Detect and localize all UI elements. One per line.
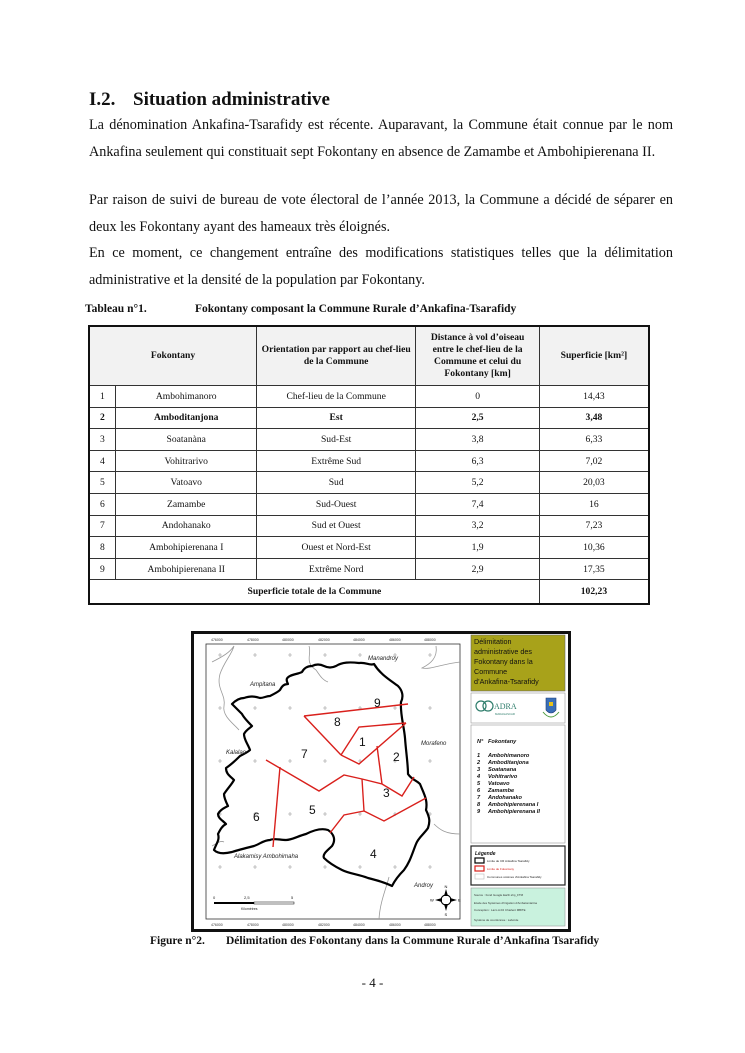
svg-text:2: 2 — [477, 760, 481, 766]
cell-orientation: Sud — [257, 472, 416, 494]
cell-n: 2 — [89, 407, 116, 429]
svg-text:Kilomètres: Kilomètres — [241, 907, 258, 911]
svg-text:482000: 482000 — [318, 638, 330, 642]
svg-text:Ambohimanoro: Ambohimanoro — [488, 753, 530, 759]
cell-n: 7 — [89, 515, 116, 537]
table-row — [89, 472, 649, 494]
svg-text:3: 3 — [383, 786, 390, 800]
figure-caption-text: Délimitation des Fokontany dans la Commune Rurale d’Ankafina Tsarafidy — [226, 935, 600, 947]
paragraph-1: La dénomination Ankafina-Tsarafidy est récente. Auparavant, la Commune était connue par le nom Ankafina seulement qui constituait sept Fokontany en absence de Zamambe et Ambohipierenana II. — [89, 117, 673, 160]
svg-text:administrative des: administrative des — [474, 647, 532, 656]
svg-text:Délimitation: Délimitation — [474, 637, 512, 646]
table-row — [89, 386, 649, 408]
svg-text:Morafeno: Morafeno — [421, 741, 447, 747]
svg-text:5: 5 — [309, 803, 316, 817]
cell-n: 6 — [89, 493, 116, 515]
svg-text:Limite de CR Ankafina Tsarafid: Limite de CR Ankafina Tsarafidy — [487, 859, 530, 863]
fokontany-list-box — [471, 725, 565, 843]
svg-text:Communes voisines d'Ankafina T: Communes voisines d'Ankafina Tsarafidy — [487, 875, 542, 879]
svg-text:9: 9 — [374, 696, 381, 710]
svg-text:3: 3 — [477, 767, 481, 773]
svg-text:482000: 482000 — [318, 923, 330, 927]
svg-text:Androy: Androy — [414, 883, 434, 889]
section-title: Situation administrative — [133, 89, 330, 110]
cell-superficie: 7,02 — [539, 450, 649, 472]
cell-superficie: 16 — [539, 493, 649, 515]
svg-text:5: 5 — [291, 895, 294, 900]
svg-text:476000: 476000 — [211, 923, 223, 927]
cell-superficie: 17,35 — [539, 558, 649, 580]
svg-text:E: E — [458, 897, 461, 903]
svg-text:8: 8 — [477, 802, 481, 808]
svg-text:7: 7 — [477, 795, 481, 801]
header-orientation: Orientation par rapport au chef-lieu de la Commune — [257, 326, 416, 386]
svg-text:4: 4 — [477, 774, 481, 780]
svg-text:d’Ankafina-Tsarafidy: d’Ankafina-Tsarafidy — [474, 677, 539, 686]
paragraph-2: Par raison de suivi de bureau de vote électoral de l’année 2013, la Commune a décidé de séparer en deux les Fokontany ayant des hameaux très éloignés. — [89, 192, 673, 235]
svg-text:5: 5 — [477, 781, 481, 787]
svg-text:Source : Fond Google Earth.shp: Source : Fond Google Earth.shp_FTM — [474, 893, 524, 897]
cell-distance: 1,9 — [416, 537, 540, 559]
cell-n: 5 — [89, 472, 116, 494]
table-caption-text: Fokontany composant la Commune Rurale d’Ankafina-Tsarafidy — [195, 303, 517, 315]
svg-text:Ampitana: Ampitana — [250, 682, 276, 688]
page-number: - 4 - — [361, 975, 384, 990]
svg-text:6: 6 — [477, 788, 481, 794]
cell-superficie: 7,23 — [539, 515, 649, 537]
table-row — [89, 558, 649, 580]
cell-name: Zamambe — [116, 493, 257, 515]
cell-superficie: 3,48 — [539, 407, 649, 429]
cell-n: 9 — [89, 558, 116, 580]
svg-text:484000: 484000 — [353, 923, 365, 927]
svg-text:478000: 478000 — [247, 923, 259, 927]
svg-text:N°: N° — [477, 739, 484, 745]
svg-text:488000: 488000 — [424, 638, 436, 642]
cell-distance: 3,8 — [416, 429, 540, 451]
svg-text:Ambohipierenana II: Ambohipierenana II — [488, 809, 540, 815]
svg-text:Fokontany dans la: Fokontany dans la — [474, 657, 533, 666]
cell-name: Amboditanjona — [116, 407, 257, 429]
svg-text:6: 6 — [253, 810, 260, 824]
svg-text:N: N — [444, 884, 448, 889]
header-fokontany: Fokontany — [89, 326, 257, 386]
cell-distance: 0 — [416, 386, 540, 408]
svg-text:W: W — [430, 897, 434, 903]
svg-text:2,5: 2,5 — [244, 895, 250, 900]
table-total-row — [89, 580, 649, 605]
svg-text:Soatanana: Soatanana — [488, 767, 517, 773]
section-heading — [89, 89, 330, 111]
table-caption-label: Tableau n°1. — [85, 303, 147, 315]
legend-title: Légende — [475, 851, 496, 857]
svg-text:486000: 486000 — [389, 923, 401, 927]
cell-orientation: Ouest et Nord-Est — [257, 537, 416, 559]
svg-text:488000: 488000 — [424, 923, 436, 927]
svg-text:Manandroy: Manandroy — [368, 656, 399, 662]
cell-orientation: Sud-Ouest — [257, 493, 416, 515]
svg-text:1: 1 — [359, 735, 366, 749]
table-row — [89, 450, 649, 472]
svg-text:Commune: Commune — [474, 667, 508, 676]
cell-distance: 2,9 — [416, 558, 540, 580]
header-superficie: Superficie [km²] — [539, 326, 649, 386]
cell-name: Ambohimanoro — [116, 386, 257, 408]
svg-text:Ambohipierenana I: Ambohipierenana I — [488, 802, 539, 808]
svg-text:Système de coordonnée : Labord: Système de coordonnée : Laborde — [474, 918, 519, 922]
cell-superficie: 20,03 — [539, 472, 649, 494]
svg-text:2: 2 — [393, 750, 400, 764]
cell-n: 4 — [89, 450, 116, 472]
table-caption — [85, 303, 516, 315]
svg-text:476000: 476000 — [211, 638, 223, 642]
table-row — [89, 407, 649, 429]
cell-orientation: Extrême Nord — [257, 558, 416, 580]
table-header-row — [89, 326, 649, 386]
svg-text:Etude des Systèmes d'irrigatio: Etude des Systèmes d'irrigation d'Ambatomiarina — [474, 901, 537, 905]
section-number: I.2. — [89, 89, 116, 110]
svg-text:484000: 484000 — [353, 638, 365, 642]
cell-superficie: 6,33 — [539, 429, 649, 451]
svg-text:Fokontany: Fokontany — [488, 739, 517, 745]
cell-orientation: Est — [257, 407, 416, 429]
svg-text:8: 8 — [334, 715, 341, 729]
svg-text:Alakamisy Ambohimaha: Alakamisy Ambohimaha — [234, 854, 299, 860]
cell-distance: 7,4 — [416, 493, 540, 515]
svg-text:7: 7 — [301, 747, 308, 761]
svg-text:0: 0 — [213, 895, 216, 900]
cell-name: Ambohipierenana II — [116, 558, 257, 580]
svg-text:480000: 480000 — [282, 923, 294, 927]
svg-text:Conception : Lazo A.DJ Charlen: Conception : Lazo A.DJ Charlent MBITE — [474, 908, 526, 912]
svg-text:S: S — [444, 912, 448, 917]
cell-distance: 5,2 — [416, 472, 540, 494]
total-value: 102,23 — [539, 580, 649, 605]
cell-name: Vohitrarivo — [116, 450, 257, 472]
svg-text:Zamambe: Zamambe — [488, 788, 515, 794]
cell-name: Andohanako — [116, 515, 257, 537]
header-distance: Distance à vol d’oiseau entre le chef-lieu de la Commune et celui du Fokontany [km] — [416, 326, 540, 386]
svg-text:Vohitrarivo: Vohitrarivo — [488, 774, 518, 780]
cell-name: Soatanàna — [116, 429, 257, 451]
svg-text:Kalalao: Kalalao — [226, 750, 247, 756]
cell-n: 8 — [89, 537, 116, 559]
table-row — [89, 515, 649, 537]
svg-text:Limite de Fokontany: Limite de Fokontany — [487, 867, 515, 871]
paragraph-3: En ce moment, ce changement entraîne des modifications statistiques telles que la délimitation administrative et la densité de la population par Fokontany. — [89, 245, 673, 288]
table-row — [89, 537, 649, 559]
svg-text:478000: 478000 — [247, 638, 259, 642]
figure-caption — [150, 935, 599, 947]
fokontany-table — [88, 325, 650, 605]
svg-text:486000: 486000 — [389, 638, 401, 642]
cell-n: 1 — [89, 386, 116, 408]
cell-name: Ambohipierenana I — [116, 537, 257, 559]
cell-distance: 3,2 — [416, 515, 540, 537]
cell-orientation: Extrême Sud — [257, 450, 416, 472]
svg-text:ADRA: ADRA — [494, 702, 517, 711]
total-label: Superficie totale de la Commune — [89, 580, 539, 605]
figure-caption-label: Figure n°2. — [150, 935, 205, 947]
table-row — [89, 429, 649, 451]
svg-text:Amboditanjona: Amboditanjona — [488, 760, 529, 766]
svg-text:1: 1 — [477, 753, 481, 759]
svg-text:480000: 480000 — [282, 638, 294, 642]
cell-superficie: 14,43 — [539, 386, 649, 408]
table-row — [89, 493, 649, 515]
cell-n: 3 — [89, 429, 116, 451]
svg-text:4: 4 — [370, 847, 377, 861]
cell-orientation: Sud et Ouest — [257, 515, 416, 537]
cell-distance: 2,5 — [416, 407, 540, 429]
cell-orientation: Chef-lieu de la Commune — [257, 386, 416, 408]
svg-text:9: 9 — [477, 809, 481, 815]
cell-name: Vatoavo — [116, 472, 257, 494]
cell-superficie: 10,36 — [539, 537, 649, 559]
fokontany-map — [191, 631, 571, 932]
cell-orientation: Sud-Est — [257, 429, 416, 451]
svg-text:Vatoavo: Vatoavo — [488, 781, 510, 787]
cell-distance: 6,3 — [416, 450, 540, 472]
svg-text:Andohanako: Andohanako — [488, 795, 522, 801]
svg-text:MADAGASCAR: MADAGASCAR — [495, 712, 515, 716]
